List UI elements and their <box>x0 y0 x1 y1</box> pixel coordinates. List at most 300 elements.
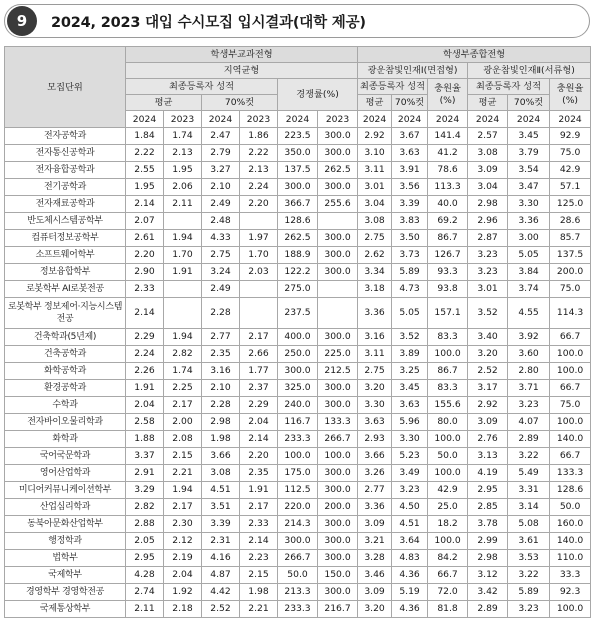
value-cell: 2.95 <box>468 482 508 499</box>
value-cell <box>164 281 202 298</box>
value-cell: 3.42 <box>468 584 508 601</box>
value-cell: 114.3 <box>550 298 591 329</box>
value-cell: 84.2 <box>428 550 468 567</box>
unit-name-cell: 동북아문화산업학부 <box>5 516 126 533</box>
value-cell: 3.53 <box>508 550 550 567</box>
table-row <box>5 380 591 397</box>
value-cell: 2.93 <box>358 431 392 448</box>
value-cell: 3.63 <box>392 397 428 414</box>
value-cell: 4.07 <box>508 414 550 431</box>
section-title: 2024, 2023 대입 수시모집 입시결과(대학 제공) <box>51 14 366 31</box>
value-cell: 5.23 <box>392 448 428 465</box>
value-cell: 1.88 <box>126 431 164 448</box>
value-cell: 3.71 <box>508 380 550 397</box>
value-cell: 2.28 <box>202 298 240 329</box>
value-cell: 2.26 <box>126 363 164 380</box>
header-final-grade-b1: 최종등록자 성적 <box>358 79 428 95</box>
value-cell: 3.23 <box>392 482 428 499</box>
value-cell: 300.0 <box>318 247 358 264</box>
value-cell: 233.3 <box>278 601 318 618</box>
header-comp-b1: 충원율 (%) <box>428 79 468 111</box>
value-cell: 3.52 <box>468 298 508 329</box>
value-cell: 3.66 <box>358 448 392 465</box>
value-cell: 3.45 <box>392 380 428 397</box>
value-cell: 133.3 <box>318 414 358 431</box>
value-cell: 92.9 <box>550 128 591 145</box>
value-cell <box>240 213 278 230</box>
value-cell: 1.95 <box>126 179 164 196</box>
unit-name-cell: 건축공학과 <box>5 346 126 363</box>
value-cell: 2.20 <box>240 196 278 213</box>
value-cell: 300.0 <box>318 145 358 162</box>
table-row <box>5 213 591 230</box>
value-cell: 1.98 <box>202 431 240 448</box>
table-body <box>5 128 591 618</box>
value-cell: 3.23 <box>508 601 550 618</box>
value-cell: 2.77 <box>358 482 392 499</box>
value-cell: 66.7 <box>550 448 591 465</box>
value-cell: 2.52 <box>468 363 508 380</box>
header-cut70-a: 70%컷 <box>202 95 278 111</box>
value-cell: 113.3 <box>428 179 468 196</box>
table-row <box>5 363 591 380</box>
value-cell: 3.29 <box>126 482 164 499</box>
value-cell: 2.74 <box>126 584 164 601</box>
value-cell: 69.2 <box>428 213 468 230</box>
value-cell: 250.0 <box>278 346 318 363</box>
value-cell: 4.33 <box>202 230 240 247</box>
value-cell: 100.0 <box>550 601 591 618</box>
value-cell: 216.7 <box>318 601 358 618</box>
value-cell: 100.0 <box>278 448 318 465</box>
table-row <box>5 298 591 329</box>
value-cell: 2.49 <box>202 281 240 298</box>
value-cell: 1.91 <box>126 380 164 397</box>
unit-name-cell: 로봇학부 정보제어·지능시스템전공 <box>5 298 126 329</box>
value-cell: 3.08 <box>358 213 392 230</box>
unit-name-cell: 국제통상학부 <box>5 601 126 618</box>
unit-name-cell: 환경공학과 <box>5 380 126 397</box>
unit-name-cell: 로봇학부 AI로봇전공 <box>5 281 126 298</box>
header-avg-a: 평균 <box>126 95 202 111</box>
value-cell: 3.26 <box>358 465 392 482</box>
value-cell: 5.89 <box>392 264 428 281</box>
table-row <box>5 499 591 516</box>
value-cell: 2.61 <box>126 230 164 247</box>
table-row <box>5 281 591 298</box>
value-cell: 300.0 <box>318 465 358 482</box>
value-cell: 100.0 <box>428 431 468 448</box>
unit-name-cell: 국제학부 <box>5 567 126 584</box>
header-group-a-sub: 지역균형 <box>126 63 358 79</box>
value-cell: 2.66 <box>240 346 278 363</box>
table-row <box>5 346 591 363</box>
value-cell: 300.0 <box>278 533 318 550</box>
value-cell: 2.17 <box>240 499 278 516</box>
value-cell: 3.23 <box>468 264 508 281</box>
unit-name-cell: 건축학과(5년제) <box>5 329 126 346</box>
value-cell: 2.04 <box>240 414 278 431</box>
year-label: 2024 <box>202 111 240 128</box>
value-cell: 2.85 <box>468 499 508 516</box>
value-cell: 93.3 <box>428 264 468 281</box>
value-cell <box>164 298 202 329</box>
unit-name-cell: 국어국문학과 <box>5 448 126 465</box>
unit-name-cell: 화학과 <box>5 431 126 448</box>
value-cell: 1.91 <box>164 264 202 281</box>
value-cell: 157.1 <box>428 298 468 329</box>
value-cell: 4.51 <box>392 516 428 533</box>
value-cell: 255.6 <box>318 196 358 213</box>
value-cell: 4.36 <box>392 567 428 584</box>
value-cell: 300.0 <box>318 264 358 281</box>
value-cell: 3.09 <box>468 162 508 179</box>
value-cell: 2.52 <box>202 601 240 618</box>
value-cell: 3.01 <box>468 281 508 298</box>
value-cell: 122.2 <box>278 264 318 281</box>
value-cell: 2.08 <box>164 431 202 448</box>
value-cell: 2.57 <box>468 128 508 145</box>
value-cell: 3.12 <box>468 567 508 584</box>
value-cell: 92.3 <box>550 584 591 601</box>
value-cell: 300.0 <box>318 128 358 145</box>
value-cell: 2.13 <box>164 145 202 162</box>
value-cell: 266.7 <box>318 431 358 448</box>
table-row <box>5 431 591 448</box>
value-cell: 2.06 <box>164 179 202 196</box>
unit-name-cell: 화학공학과 <box>5 363 126 380</box>
value-cell: 2.10 <box>202 380 240 397</box>
value-cell: 3.89 <box>392 346 428 363</box>
section-title-bar <box>4 4 590 38</box>
unit-name-cell: 전자공학과 <box>5 128 126 145</box>
value-cell: 3.22 <box>508 448 550 465</box>
value-cell: 66.7 <box>428 567 468 584</box>
table-row <box>5 516 591 533</box>
value-cell: 3.40 <box>468 329 508 346</box>
value-cell: 80.0 <box>428 414 468 431</box>
value-cell: 2.79 <box>202 145 240 162</box>
value-cell: 2.14 <box>240 533 278 550</box>
value-cell: 3.31 <box>508 482 550 499</box>
value-cell: 57.1 <box>550 179 591 196</box>
value-cell: 3.73 <box>392 247 428 264</box>
value-cell: 175.0 <box>278 465 318 482</box>
value-cell: 2.75 <box>358 363 392 380</box>
value-cell: 300.0 <box>318 516 358 533</box>
value-cell: 2.14 <box>240 431 278 448</box>
unit-name-cell: 법학부 <box>5 550 126 567</box>
value-cell: 2.88 <box>126 516 164 533</box>
unit-name-cell: 미디어커뮤니케이션학부 <box>5 482 126 499</box>
value-cell: 262.5 <box>318 162 358 179</box>
value-cell: 3.09 <box>358 584 392 601</box>
value-cell: 3.30 <box>508 196 550 213</box>
value-cell: 126.7 <box>428 247 468 264</box>
header-opp2: 광운참빛인재Ⅱ(서류형) <box>468 63 591 79</box>
value-cell: 2.92 <box>358 128 392 145</box>
value-cell: 100.0 <box>550 346 591 363</box>
value-cell: 2.17 <box>164 499 202 516</box>
value-cell: 200.0 <box>318 499 358 516</box>
value-cell: 4.19 <box>468 465 508 482</box>
unit-name-cell: 전기공학과 <box>5 179 126 196</box>
value-cell: 100.0 <box>428 346 468 363</box>
table-row <box>5 329 591 346</box>
value-cell: 3.83 <box>392 213 428 230</box>
value-cell: 3.67 <box>392 128 428 145</box>
value-cell: 4.87 <box>202 567 240 584</box>
value-cell: 3.49 <box>392 465 428 482</box>
value-cell: 42.9 <box>550 162 591 179</box>
value-cell: 3.34 <box>358 264 392 281</box>
value-cell: 133.3 <box>550 465 591 482</box>
table-row <box>5 550 591 567</box>
table-row <box>5 247 591 264</box>
value-cell: 3.16 <box>202 363 240 380</box>
value-cell: 2.91 <box>126 465 164 482</box>
value-cell: 50.0 <box>428 448 468 465</box>
value-cell: 3.22 <box>508 567 550 584</box>
value-cell: 2.48 <box>202 213 240 230</box>
value-cell: 1.91 <box>240 482 278 499</box>
value-cell: 25.0 <box>428 499 468 516</box>
value-cell: 2.22 <box>126 145 164 162</box>
value-cell: 40.0 <box>428 196 468 213</box>
value-cell: 3.54 <box>508 162 550 179</box>
value-cell: 141.4 <box>428 128 468 145</box>
value-cell: 3.04 <box>358 196 392 213</box>
unit-name-cell: 전자융합공학과 <box>5 162 126 179</box>
value-cell: 2.28 <box>202 397 240 414</box>
value-cell: 78.6 <box>428 162 468 179</box>
value-cell: 4.55 <box>508 298 550 329</box>
value-cell: 100.0 <box>550 414 591 431</box>
value-cell: 300.0 <box>318 550 358 567</box>
value-cell: 3.23 <box>508 397 550 414</box>
value-cell: 300.0 <box>318 329 358 346</box>
value-cell: 3.25 <box>392 363 428 380</box>
value-cell: 2.20 <box>240 448 278 465</box>
value-cell: 2.15 <box>240 567 278 584</box>
value-cell: 2.03 <box>240 264 278 281</box>
value-cell: 1.70 <box>240 247 278 264</box>
value-cell: 2.17 <box>240 329 278 346</box>
value-cell: 33.3 <box>550 567 591 584</box>
value-cell: 2.21 <box>164 465 202 482</box>
value-cell: 2.18 <box>164 601 202 618</box>
value-cell: 3.46 <box>358 567 392 584</box>
table-row <box>5 414 591 431</box>
value-cell: 3.37 <box>126 448 164 465</box>
unit-name-cell: 정보융합학부 <box>5 264 126 281</box>
value-cell: 2.58 <box>126 414 164 431</box>
value-cell <box>318 213 358 230</box>
value-cell: 86.7 <box>428 363 468 380</box>
value-cell: 3.20 <box>468 346 508 363</box>
value-cell: 5.05 <box>508 247 550 264</box>
value-cell <box>164 213 202 230</box>
table-row <box>5 567 591 584</box>
value-cell: 2.19 <box>164 550 202 567</box>
value-cell: 2.17 <box>164 397 202 414</box>
value-cell: 4.83 <box>392 550 428 567</box>
value-cell: 300.0 <box>318 179 358 196</box>
value-cell: 3.36 <box>358 298 392 329</box>
year-label: 2023 <box>240 111 278 128</box>
value-cell: 2.75 <box>358 230 392 247</box>
value-cell: 1.92 <box>164 584 202 601</box>
value-cell: 128.6 <box>278 213 318 230</box>
value-cell: 3.14 <box>508 499 550 516</box>
value-cell: 1.94 <box>164 230 202 247</box>
value-cell: 2.80 <box>508 363 550 380</box>
value-cell: 2.98 <box>468 550 508 567</box>
value-cell: 3.09 <box>358 516 392 533</box>
value-cell: 2.04 <box>164 567 202 584</box>
value-cell: 300.0 <box>318 230 358 247</box>
value-cell: 2.20 <box>126 247 164 264</box>
value-cell: 83.3 <box>428 380 468 397</box>
value-cell: 112.5 <box>278 482 318 499</box>
value-cell: 4.51 <box>202 482 240 499</box>
value-cell: 3.24 <box>202 264 240 281</box>
value-cell <box>318 281 358 298</box>
value-cell: 2.11 <box>164 196 202 213</box>
value-cell: 1.86 <box>240 128 278 145</box>
value-cell: 300.0 <box>318 380 358 397</box>
value-cell: 4.16 <box>202 550 240 567</box>
value-cell: 1.84 <box>126 128 164 145</box>
value-cell: 3.56 <box>392 179 428 196</box>
value-cell: 3.66 <box>202 448 240 465</box>
value-cell: 2.35 <box>202 346 240 363</box>
value-cell: 83.3 <box>428 329 468 346</box>
value-cell: 3.63 <box>392 145 428 162</box>
value-cell: 2.23 <box>240 550 278 567</box>
value-cell: 3.16 <box>358 329 392 346</box>
value-cell: 100.0 <box>318 448 358 465</box>
value-cell: 275.0 <box>278 281 318 298</box>
unit-name-cell: 영어산업학과 <box>5 465 126 482</box>
value-cell: 2.87 <box>468 230 508 247</box>
value-cell: 4.50 <box>392 499 428 516</box>
value-cell: 2.47 <box>202 128 240 145</box>
value-cell: 100.0 <box>428 533 468 550</box>
value-cell: 110.0 <box>550 550 591 567</box>
value-cell: 3.28 <box>358 550 392 567</box>
value-cell: 2.82 <box>126 499 164 516</box>
value-cell: 3.21 <box>358 533 392 550</box>
value-cell: 213.3 <box>278 584 318 601</box>
value-cell: 155.6 <box>428 397 468 414</box>
value-cell: 3.27 <box>202 162 240 179</box>
value-cell: 212.5 <box>318 363 358 380</box>
value-cell: 5.96 <box>392 414 428 431</box>
value-cell: 3.51 <box>202 499 240 516</box>
header-competition-a: 경쟁률(%) <box>278 79 358 111</box>
value-cell: 2.76 <box>468 431 508 448</box>
value-cell: 2.37 <box>240 380 278 397</box>
value-cell: 86.7 <box>428 230 468 247</box>
value-cell: 2.00 <box>164 414 202 431</box>
value-cell: 75.0 <box>550 397 591 414</box>
value-cell: 3.09 <box>468 414 508 431</box>
value-cell: 2.05 <box>126 533 164 550</box>
value-cell: 3.61 <box>508 533 550 550</box>
value-cell: 50.0 <box>550 499 591 516</box>
year-label: 2024 <box>508 111 550 128</box>
header-group-b: 학생부종합전형 <box>358 47 591 63</box>
value-cell: 2.82 <box>164 346 202 363</box>
value-cell: 300.0 <box>318 397 358 414</box>
value-cell: 66.7 <box>550 380 591 397</box>
value-cell: 2.24 <box>126 346 164 363</box>
value-cell: 200.0 <box>550 264 591 281</box>
value-cell: 2.98 <box>468 196 508 213</box>
table-row <box>5 482 591 499</box>
value-cell: 2.89 <box>508 431 550 448</box>
value-cell: 3.17 <box>468 380 508 397</box>
value-cell: 2.30 <box>164 516 202 533</box>
table-row <box>5 397 591 414</box>
value-cell: 2.29 <box>126 329 164 346</box>
header-avg-b1: 평균 <box>358 95 392 111</box>
value-cell: 1.95 <box>164 162 202 179</box>
value-cell: 2.12 <box>164 533 202 550</box>
value-cell: 2.98 <box>202 414 240 431</box>
value-cell: 160.0 <box>550 516 591 533</box>
value-cell: 28.6 <box>550 213 591 230</box>
table-row <box>5 601 591 618</box>
value-cell: 2.14 <box>126 298 164 329</box>
value-cell: 3.63 <box>358 414 392 431</box>
value-cell: 3.10 <box>358 145 392 162</box>
value-cell: 2.11 <box>126 601 164 618</box>
value-cell: 2.92 <box>468 397 508 414</box>
value-cell: 3.92 <box>508 329 550 346</box>
header-final-grade-a: 최종등록자 성적 <box>126 79 278 95</box>
value-cell: 237.5 <box>278 298 318 329</box>
value-cell: 2.29 <box>240 397 278 414</box>
year-label: 2024 <box>392 111 428 128</box>
unit-name-cell: 전자바이오물리학과 <box>5 414 126 431</box>
value-cell: 75.0 <box>550 145 591 162</box>
value-cell: 2.21 <box>240 601 278 618</box>
table-row <box>5 179 591 196</box>
value-cell: 300.0 <box>278 363 318 380</box>
value-cell: 2.33 <box>240 516 278 533</box>
value-cell: 2.90 <box>126 264 164 281</box>
value-cell: 3.36 <box>508 213 550 230</box>
value-cell: 3.30 <box>392 431 428 448</box>
unit-name-cell: 반도체시스템공학부 <box>5 213 126 230</box>
value-cell: 2.99 <box>468 533 508 550</box>
value-cell: 3.91 <box>392 162 428 179</box>
value-cell: 75.0 <box>550 281 591 298</box>
header-cut70-b2: 70%컷 <box>508 95 550 111</box>
value-cell: 3.13 <box>468 448 508 465</box>
unit-name-cell: 전자통신공학과 <box>5 145 126 162</box>
value-cell: 1.98 <box>240 584 278 601</box>
value-cell: 2.13 <box>240 162 278 179</box>
value-cell: 3.45 <box>508 128 550 145</box>
value-cell: 3.11 <box>358 162 392 179</box>
value-cell: 5.19 <box>392 584 428 601</box>
value-cell: 1.97 <box>240 230 278 247</box>
value-cell: 2.62 <box>358 247 392 264</box>
header-group-a: 학생부교과전형 <box>126 47 358 63</box>
